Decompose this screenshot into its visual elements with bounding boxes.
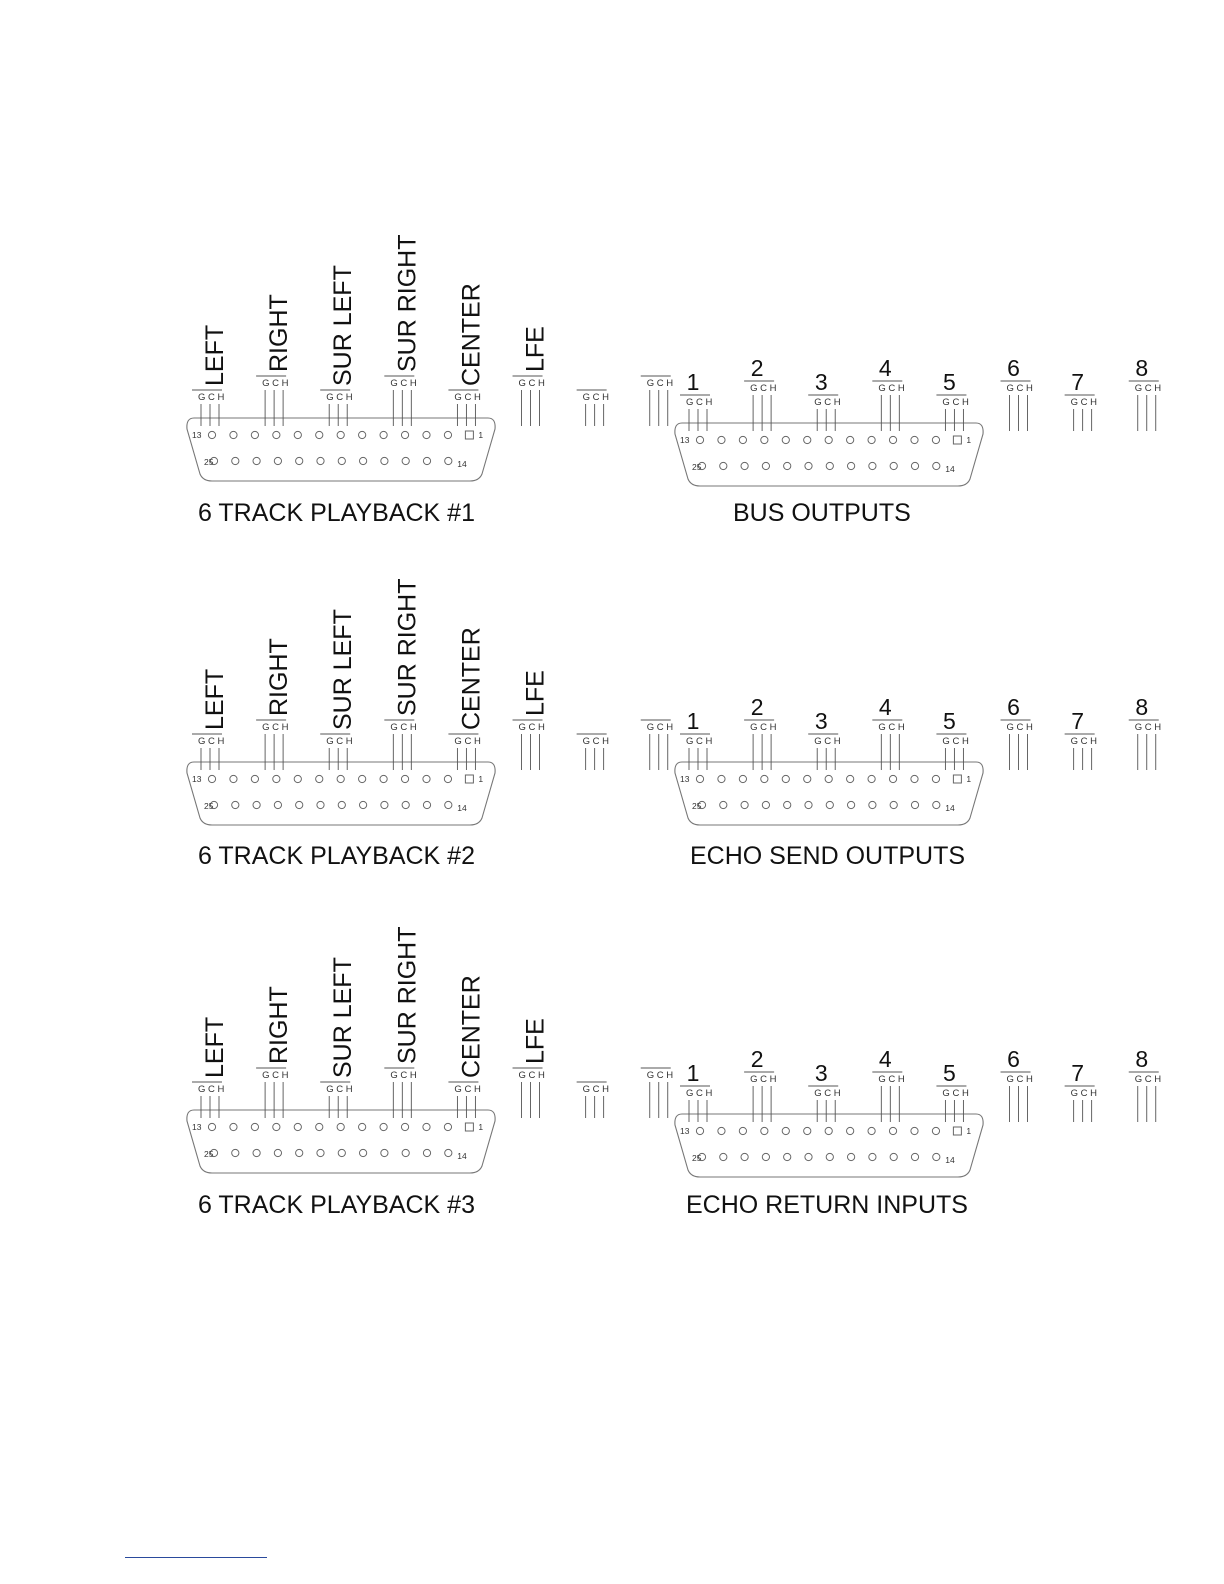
pin-number-13: 13 <box>680 1126 690 1136</box>
pin <box>911 801 918 808</box>
pin <box>444 1123 451 1130</box>
channel-label: 1 <box>686 1060 700 1086</box>
channel-label: SUR LEFT <box>329 609 358 730</box>
gch-label: G C H <box>582 736 610 747</box>
gch-label: G C H <box>1134 722 1162 733</box>
channel-label: 3 <box>814 369 828 395</box>
pin <box>848 462 855 469</box>
pin <box>317 801 324 808</box>
pin <box>804 1127 811 1134</box>
pin-number-25: 25 <box>204 801 214 811</box>
pin <box>805 1153 812 1160</box>
pin <box>804 436 811 443</box>
channel-label: 7 <box>1071 369 1085 395</box>
pin-number-14: 14 <box>457 459 467 469</box>
pin <box>890 462 897 469</box>
pin <box>718 436 725 443</box>
pin <box>804 775 811 782</box>
pin <box>739 775 746 782</box>
gch-label: G C H <box>1006 383 1033 394</box>
gch-label: G C H <box>1134 1074 1162 1085</box>
pin <box>402 801 409 808</box>
channel-label: 3 <box>814 1060 828 1086</box>
pin-number-25: 25 <box>204 457 214 467</box>
pin <box>294 775 301 782</box>
connector-title: 6 TRACK PLAYBACK #2 <box>198 842 475 870</box>
gch-label: G C H <box>326 736 353 747</box>
pin <box>273 1123 280 1130</box>
pin <box>423 1149 430 1156</box>
pin-number-13: 13 <box>192 774 202 784</box>
pin <box>911 1127 918 1134</box>
pin <box>762 462 769 469</box>
channel-label: 8 <box>1135 1046 1149 1072</box>
channel-label: 2 <box>750 694 764 720</box>
pin <box>784 801 791 808</box>
pin <box>294 1123 301 1130</box>
pin <box>741 462 748 469</box>
gch-label: G C H <box>390 1070 417 1081</box>
pin <box>739 1127 746 1134</box>
pin-number-14: 14 <box>945 803 955 813</box>
pin-1 <box>953 436 961 444</box>
channel-label: 3 <box>814 708 828 734</box>
pin <box>826 462 833 469</box>
pin <box>274 457 281 464</box>
connector-bus-outputs <box>675 355 1161 527</box>
pin <box>848 1153 855 1160</box>
gch-label: G C H <box>454 1084 481 1095</box>
gch-label: G C H <box>942 1088 969 1099</box>
pin <box>889 775 896 782</box>
pin <box>445 801 452 808</box>
connector-title: ECHO RETURN INPUTS <box>686 1191 968 1219</box>
pin-number-25: 25 <box>692 801 702 811</box>
gch-label: G C H <box>646 722 674 733</box>
pin <box>933 462 940 469</box>
gch-label: G C H <box>646 1070 674 1081</box>
pin <box>761 436 768 443</box>
pin-number-1: 1 <box>966 774 972 784</box>
footnote-rule <box>125 1557 267 1558</box>
pin-number-1: 1 <box>478 1122 484 1132</box>
pin <box>932 775 939 782</box>
pin <box>889 436 896 443</box>
gch-label: G C H <box>390 378 417 389</box>
pin-number-13: 13 <box>192 1122 202 1132</box>
pin <box>208 1123 215 1130</box>
pin <box>696 775 703 782</box>
pin <box>251 1123 258 1130</box>
gch-label: G C H <box>198 1084 225 1095</box>
channel-label: 5 <box>943 1060 956 1086</box>
pin <box>401 1123 408 1130</box>
channel-label: 1 <box>686 369 700 395</box>
pin <box>784 1153 791 1160</box>
pin <box>932 1127 939 1134</box>
pin <box>933 1153 940 1160</box>
channel-label: 4 <box>878 1046 892 1072</box>
pin <box>316 775 323 782</box>
pin <box>933 801 940 808</box>
pin <box>359 1123 366 1130</box>
pin-number-25: 25 <box>692 462 702 472</box>
pin <box>847 775 854 782</box>
pin <box>230 431 237 438</box>
gch-label: G C H <box>1070 736 1098 747</box>
gch-label: G C H <box>750 1074 777 1085</box>
pin-number-1: 1 <box>966 1126 972 1136</box>
pin-number-14: 14 <box>945 1155 955 1165</box>
gch-label: G C H <box>390 722 417 733</box>
pin <box>869 462 876 469</box>
channel-label: SUR LEFT <box>329 265 358 386</box>
connector-echo-send-outputs <box>675 694 1161 870</box>
pin <box>890 1153 897 1160</box>
pin <box>253 801 260 808</box>
pin-number-14: 14 <box>945 464 955 474</box>
pin <box>337 775 344 782</box>
pin <box>296 457 303 464</box>
channel-label: 6 <box>1007 1046 1020 1072</box>
connector-shell <box>187 418 495 481</box>
channel-label: SUR RIGHT <box>393 234 422 372</box>
pin <box>826 801 833 808</box>
pin <box>232 801 239 808</box>
connector-title: ECHO SEND OUTPUTS <box>690 842 966 870</box>
pin <box>423 775 430 782</box>
pin <box>337 431 344 438</box>
pin <box>251 775 258 782</box>
pin <box>402 457 409 464</box>
connector-title: BUS OUTPUTS <box>733 499 911 527</box>
gch-label: G C H <box>814 736 841 747</box>
channel-label: CENTER <box>457 627 486 730</box>
pin <box>911 775 918 782</box>
channel-label: RIGHT <box>265 294 294 372</box>
gch-label: G C H <box>1006 722 1033 733</box>
gch-label: G C H <box>686 397 713 408</box>
pin-number-1: 1 <box>478 774 484 784</box>
pin <box>274 1149 281 1156</box>
pin <box>782 436 789 443</box>
channel-label: 2 <box>750 1046 764 1072</box>
pin <box>762 801 769 808</box>
pin <box>847 1127 854 1134</box>
pin <box>696 436 703 443</box>
pin <box>208 431 215 438</box>
pin <box>423 801 430 808</box>
pin <box>423 457 430 464</box>
pin <box>337 1123 344 1130</box>
pin <box>230 1123 237 1130</box>
pin <box>784 462 791 469</box>
channel-label: SUR LEFT <box>329 957 358 1078</box>
pin <box>381 1149 388 1156</box>
gch-label: G C H <box>454 736 481 747</box>
gch-label: G C H <box>326 1084 353 1095</box>
gch-label: G C H <box>814 397 841 408</box>
pin <box>338 801 345 808</box>
gch-label: G C H <box>582 392 610 403</box>
gch-label: G C H <box>326 392 353 403</box>
pin <box>423 1123 430 1130</box>
pin <box>274 801 281 808</box>
pin <box>444 775 451 782</box>
gch-label: G C H <box>454 392 481 403</box>
gch-label: G C H <box>262 1070 289 1081</box>
pin <box>720 1153 727 1160</box>
channel-label: 4 <box>878 694 892 720</box>
pin <box>359 775 366 782</box>
pin <box>741 801 748 808</box>
pin <box>825 1127 832 1134</box>
pin <box>253 1149 260 1156</box>
pin <box>805 801 812 808</box>
gch-label: G C H <box>942 397 969 408</box>
pin <box>360 457 367 464</box>
gch-label: G C H <box>878 1074 905 1085</box>
pin <box>251 431 258 438</box>
pin <box>338 1149 345 1156</box>
pin <box>911 436 918 443</box>
pin <box>869 1153 876 1160</box>
pin <box>739 436 746 443</box>
connector-echo-return-inputs <box>675 1046 1161 1219</box>
gch-label: G C H <box>198 736 225 747</box>
pin <box>444 431 451 438</box>
pin-number-1: 1 <box>966 435 972 445</box>
gch-label: G C H <box>878 383 905 394</box>
gch-label: G C H <box>686 736 713 747</box>
connector-shell <box>675 1114 983 1177</box>
pin <box>380 775 387 782</box>
pin <box>294 431 301 438</box>
pin-number-14: 14 <box>457 1151 467 1161</box>
channel-label: LEFT <box>201 1016 229 1078</box>
channel-label: 2 <box>750 355 764 381</box>
channel-label: RIGHT <box>265 638 294 716</box>
pin-number-25: 25 <box>204 1149 214 1159</box>
pin <box>253 457 260 464</box>
pin <box>445 1149 452 1156</box>
pin <box>825 436 832 443</box>
gch-label: G C H <box>262 378 289 389</box>
pin <box>360 1149 367 1156</box>
channel-label: 1 <box>686 708 700 734</box>
pin <box>423 431 430 438</box>
channel-label: LFE <box>521 670 550 716</box>
pin-number-13: 13 <box>680 774 690 784</box>
gch-label: G C H <box>518 722 545 733</box>
pin <box>718 1127 725 1134</box>
channel-label: 5 <box>943 708 956 734</box>
pin-number-1: 1 <box>478 430 484 440</box>
gch-label: G C H <box>750 383 777 394</box>
gch-label: G C H <box>878 722 905 733</box>
pin <box>317 1149 324 1156</box>
gch-label: G C H <box>262 722 289 733</box>
pin <box>316 1123 323 1130</box>
channel-label: LFE <box>521 1018 550 1064</box>
pin <box>401 431 408 438</box>
pin <box>720 462 727 469</box>
channel-label: 6 <box>1007 694 1020 720</box>
pin <box>868 436 875 443</box>
gch-label: G C H <box>750 722 777 733</box>
connector-title: 6 TRACK PLAYBACK #3 <box>198 1191 475 1219</box>
pin <box>273 431 280 438</box>
pin <box>741 1153 748 1160</box>
pin <box>889 1127 896 1134</box>
connector-title: 6 TRACK PLAYBACK #1 <box>198 499 475 527</box>
pin <box>869 801 876 808</box>
pin-number-13: 13 <box>192 430 202 440</box>
connector-playback-1 <box>187 235 673 528</box>
pin <box>359 431 366 438</box>
pin <box>296 1149 303 1156</box>
gch-label: G C H <box>1070 397 1098 408</box>
gch-label: G C H <box>582 1084 610 1095</box>
pin-1 <box>465 431 473 439</box>
channel-label: CENTER <box>457 283 486 386</box>
gch-label: G C H <box>518 1070 545 1081</box>
connector-playback-3 <box>187 927 673 1220</box>
channel-label: LEFT <box>201 668 229 730</box>
connector-shell <box>675 423 983 486</box>
pin <box>381 801 388 808</box>
channel-label: LEFT <box>201 324 229 386</box>
pin <box>230 775 237 782</box>
channel-label: CENTER <box>457 975 486 1078</box>
gch-label: G C H <box>942 736 969 747</box>
pin <box>296 801 303 808</box>
pin <box>761 775 768 782</box>
pin <box>720 801 727 808</box>
connector-shell <box>187 762 495 825</box>
pin-number-14: 14 <box>457 803 467 813</box>
gch-label: G C H <box>518 378 545 389</box>
pin <box>868 1127 875 1134</box>
channel-label: 8 <box>1135 355 1149 381</box>
pin <box>380 1123 387 1130</box>
pin <box>868 775 875 782</box>
channel-label: SUR RIGHT <box>393 578 422 716</box>
pin <box>360 801 367 808</box>
channel-label: 5 <box>943 369 956 395</box>
gch-label: G C H <box>198 392 225 403</box>
pin <box>805 462 812 469</box>
pin <box>932 436 939 443</box>
gch-label: G C H <box>1070 1088 1098 1099</box>
pin-1 <box>465 1123 473 1131</box>
pin <box>316 431 323 438</box>
channel-label: RIGHT <box>265 986 294 1064</box>
pin <box>232 457 239 464</box>
pin <box>826 1153 833 1160</box>
pin <box>232 1149 239 1156</box>
pin <box>911 1153 918 1160</box>
pin <box>401 775 408 782</box>
pin-1 <box>953 775 961 783</box>
pin <box>847 436 854 443</box>
connector-shell <box>187 1110 495 1173</box>
gch-label: G C H <box>686 1088 713 1099</box>
pin <box>338 457 345 464</box>
channel-label: 4 <box>878 355 892 381</box>
channel-label: SUR RIGHT <box>393 926 422 1064</box>
gch-label: G C H <box>814 1088 841 1099</box>
pin <box>381 457 388 464</box>
pin-1 <box>465 775 473 783</box>
channel-label: 7 <box>1071 1060 1085 1086</box>
channel-label: 8 <box>1135 694 1149 720</box>
pin-1 <box>953 1127 961 1135</box>
pin <box>273 775 280 782</box>
pin-number-13: 13 <box>680 435 690 445</box>
pin <box>718 775 725 782</box>
pin-number-25: 25 <box>692 1153 702 1163</box>
pin <box>762 1153 769 1160</box>
pin <box>761 1127 768 1134</box>
channel-label: 7 <box>1071 708 1085 734</box>
pin <box>317 457 324 464</box>
pin <box>402 1149 409 1156</box>
pin <box>208 775 215 782</box>
pin <box>445 457 452 464</box>
connector-playback-2 <box>187 579 673 871</box>
channel-label: LFE <box>521 326 550 372</box>
channel-label: 6 <box>1007 355 1020 381</box>
pin <box>825 775 832 782</box>
connector-shell <box>675 762 983 825</box>
pin <box>782 1127 789 1134</box>
pin <box>911 462 918 469</box>
pin <box>848 801 855 808</box>
gch-label: G C H <box>646 378 674 389</box>
pin <box>696 1127 703 1134</box>
pin <box>782 775 789 782</box>
gch-label: G C H <box>1134 383 1162 394</box>
gch-label: G C H <box>1006 1074 1033 1085</box>
pin <box>380 431 387 438</box>
pin <box>890 801 897 808</box>
